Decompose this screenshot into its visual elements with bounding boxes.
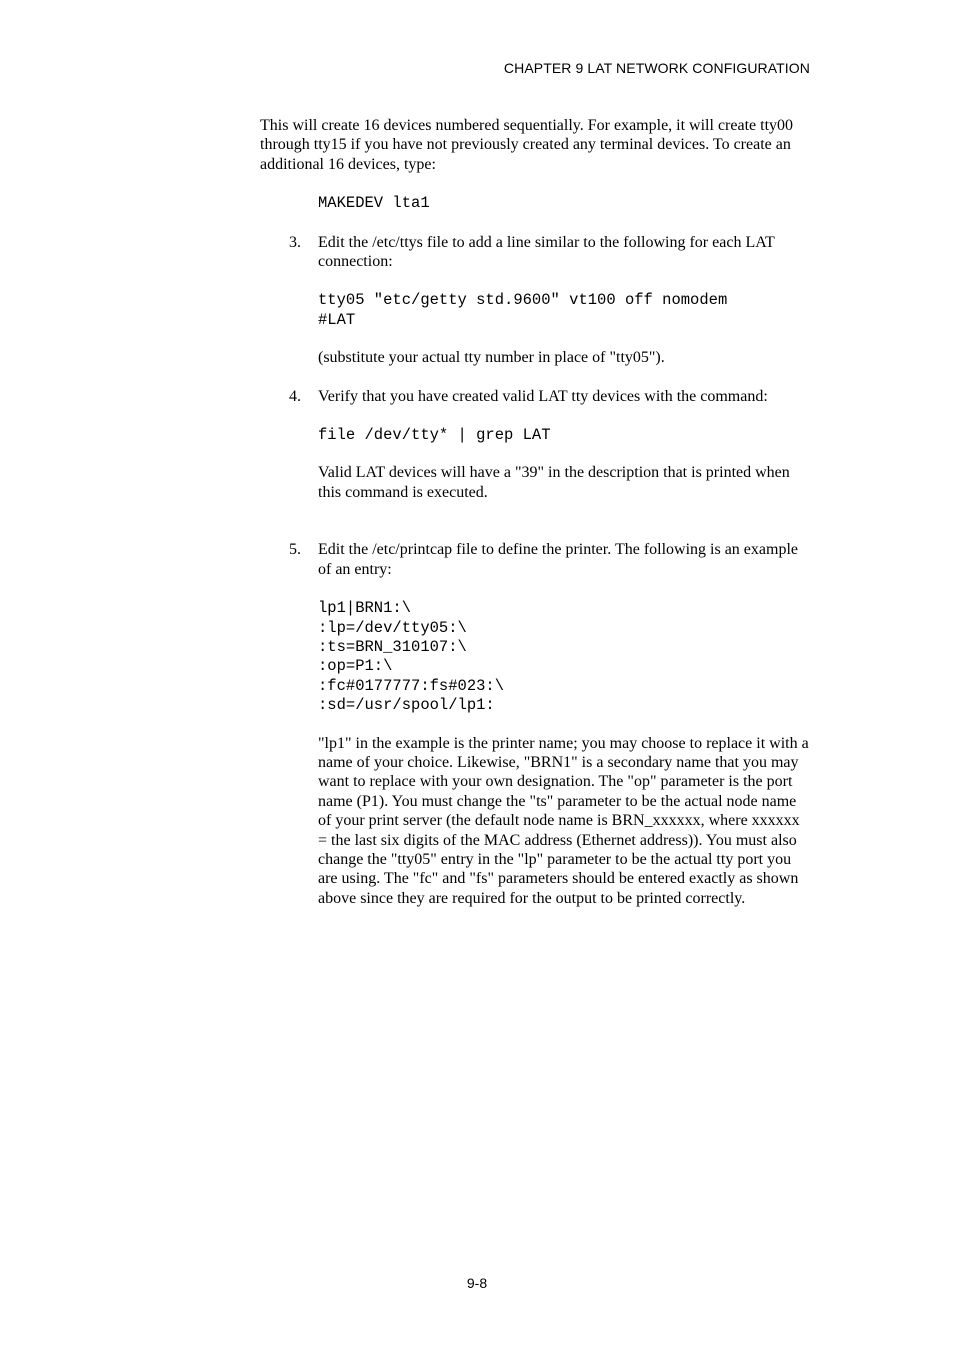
step-note: "lp1" in the example is the printer name; you may choose to replace it with a name of your choice. Likewise, "BRN1" is a secondary name that you may want to replace with your own designation. The "op" parameter is the port name (P1). You must change the "ts" parameter to be the actual node name of your print server (the default node name is BRN_xxxxxx, where xxxxxx = the last six digits of the MAC address (Ethernet address)). You must also change the "tty05" entry in the "lp" parameter to be the actual tty port you are using. The "fc" and "fs" parameters should be entered exactly as shown above since they are required for the output to be printed correctly. [318, 734, 809, 907]
ttys-code: tty05 "etc/getty std.9600" vt100 off nomodem #LAT [318, 291, 728, 329]
step-note: Valid LAT devices will have a "39" in the description that is printed when this command is executed. [318, 464, 790, 501]
step-3 [260, 233, 812, 368]
step-number: 5. [289, 541, 301, 559]
step-5 [260, 540, 812, 908]
step-number: 3. [289, 233, 301, 251]
step-text: Edit the /etc/printcap file to define the printer. The following is an example of an entry: [318, 541, 798, 578]
step-text: Verify that you have created valid LAT tty devices with the command: [318, 387, 768, 405]
makedev-command: MAKEDEV lta1 [318, 194, 430, 213]
step-number: 4. [289, 387, 301, 405]
page-content [260, 116, 812, 908]
grep-command: file /dev/tty* | grep LAT [318, 426, 551, 445]
printcap-code: lp1|BRN1:\ :lp=/dev/tty05:\ :ts=BRN_310107:\ :op=P1:\ :fc#0177777:fs#023:\ :sd=/usr/spool/lp1: [318, 599, 505, 715]
step-note: (substitute your actual tty number in place of "tty05"). [318, 349, 665, 367]
step-text: Edit the /etc/ttys file to add a line similar to the following for each LAT connection: [318, 233, 775, 271]
intro-paragraph: This will create 16 devices numbered sequentially. For example, it will create tty00 through tty15 if you have not previously created any terminal devices. To create an additional 16 devices, type: [260, 117, 794, 173]
step-4 [260, 387, 812, 503]
page-number: 9-8 [466, 1275, 488, 1291]
chapter-header: CHAPTER 9 LAT NETWORK CONFIGURATION [503, 60, 810, 76]
